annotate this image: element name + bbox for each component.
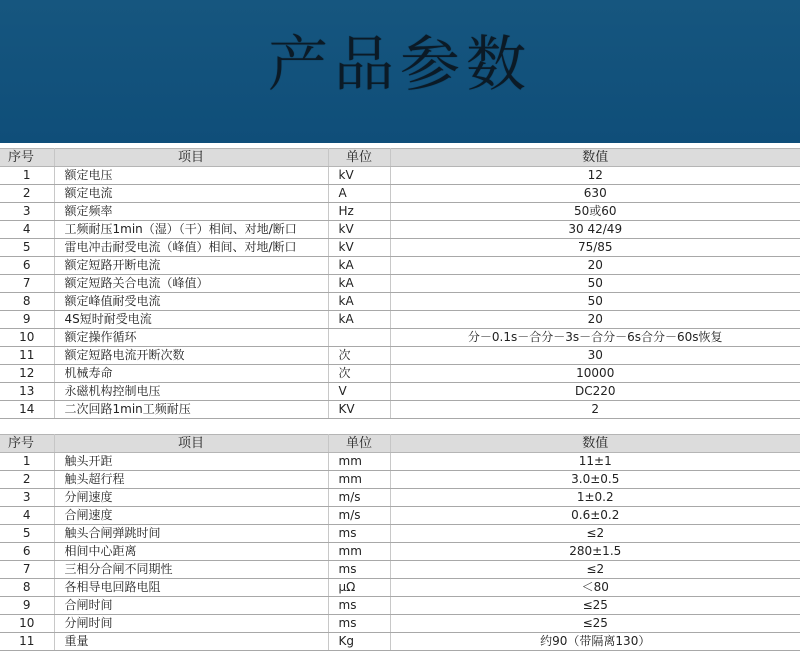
row-value: 11±1 xyxy=(390,453,800,471)
row-item: 各相导电回路电阻 xyxy=(54,579,328,597)
row-item: 额定短路电流开断次数 xyxy=(54,347,328,365)
row-item: 合闸时间 xyxy=(54,597,328,615)
row-item: 雷电冲击耐受电流（峰值）相间、对地/断口 xyxy=(54,239,328,257)
row-index: 11 xyxy=(0,347,54,365)
row-index: 4 xyxy=(0,221,54,239)
table-row xyxy=(0,543,800,561)
table-row xyxy=(0,633,800,651)
table-row xyxy=(0,507,800,525)
row-item: 分闸时间 xyxy=(54,615,328,633)
row-unit: Hz xyxy=(328,203,390,221)
row-item: 工频耐压1min（湿）（干）相间、对地/断口 xyxy=(54,221,328,239)
row-unit: m/s xyxy=(328,507,390,525)
row-unit: Kg xyxy=(328,633,390,651)
table-row xyxy=(0,239,800,257)
table-row xyxy=(0,221,800,239)
table-row xyxy=(0,293,800,311)
row-value: ≤25 xyxy=(390,615,800,633)
row-item: 额定短路关合电流（峰值） xyxy=(54,275,328,293)
row-index: 1 xyxy=(0,167,54,185)
header-index: 序号 xyxy=(0,435,54,453)
header-item: 项目 xyxy=(54,149,328,167)
table-row xyxy=(0,329,800,347)
row-index: 2 xyxy=(0,471,54,489)
row-value: 0.6±0.2 xyxy=(390,507,800,525)
row-item: 额定电流 xyxy=(54,185,328,203)
row-value: 50 xyxy=(390,275,800,293)
row-unit: kA xyxy=(328,311,390,329)
row-index: 6 xyxy=(0,257,54,275)
header-value: 数值 xyxy=(390,149,800,167)
row-index: 9 xyxy=(0,311,54,329)
row-index: 5 xyxy=(0,239,54,257)
row-item: 机械寿命 xyxy=(54,365,328,383)
row-value: 10000 xyxy=(390,365,800,383)
row-unit xyxy=(328,329,390,347)
row-item: 永磁机构控制电压 xyxy=(54,383,328,401)
row-value: DC220 xyxy=(390,383,800,401)
row-value: 50或60 xyxy=(390,203,800,221)
row-index: 11 xyxy=(0,633,54,651)
row-item: 额定频率 xyxy=(54,203,328,221)
row-unit: kV xyxy=(328,239,390,257)
table-row xyxy=(0,525,800,543)
row-unit: mm xyxy=(328,453,390,471)
row-item: 额定电压 xyxy=(54,167,328,185)
table-row xyxy=(0,471,800,489)
electrical-params-table xyxy=(0,148,800,419)
row-unit: ms xyxy=(328,561,390,579)
row-item: 重量 xyxy=(54,633,328,651)
table-row xyxy=(0,383,800,401)
row-value: 50 xyxy=(390,293,800,311)
row-index: 8 xyxy=(0,293,54,311)
row-unit: 次 xyxy=(328,365,390,383)
row-item: 额定短路开断电流 xyxy=(54,257,328,275)
header-unit: 单位 xyxy=(328,149,390,167)
row-index: 12 xyxy=(0,365,54,383)
table-row xyxy=(0,401,800,419)
row-item: 二次回路1min工频耐压 xyxy=(54,401,328,419)
mechanical-params-table xyxy=(0,434,800,651)
table-row xyxy=(0,257,800,275)
row-value: 280±1.5 xyxy=(390,543,800,561)
row-unit: kA xyxy=(328,257,390,275)
row-value: ≤2 xyxy=(390,525,800,543)
row-value: 30 xyxy=(390,347,800,365)
row-item: 分闸速度 xyxy=(54,489,328,507)
table-row xyxy=(0,311,800,329)
table-row xyxy=(0,489,800,507)
row-value: 约90（带隔离130） xyxy=(390,633,800,651)
row-value: 2 xyxy=(390,401,800,419)
row-unit: mm xyxy=(328,471,390,489)
row-unit: kA xyxy=(328,275,390,293)
row-index: 10 xyxy=(0,329,54,347)
table-row xyxy=(0,453,800,471)
header-item: 项目 xyxy=(54,435,328,453)
row-index: 1 xyxy=(0,453,54,471)
table-row xyxy=(0,203,800,221)
row-unit: mm xyxy=(328,543,390,561)
row-index: 6 xyxy=(0,543,54,561)
row-index: 5 xyxy=(0,525,54,543)
row-unit: 次 xyxy=(328,347,390,365)
row-unit: kV xyxy=(328,167,390,185)
table-row xyxy=(0,275,800,293)
table-row xyxy=(0,365,800,383)
page-title: 产品参数 xyxy=(268,30,532,100)
row-unit: kA xyxy=(328,293,390,311)
row-item: 额定操作循环 xyxy=(54,329,328,347)
table-row xyxy=(0,561,800,579)
row-index: 7 xyxy=(0,275,54,293)
row-index: 2 xyxy=(0,185,54,203)
row-value: 20 xyxy=(390,257,800,275)
row-value: 75/85 xyxy=(390,239,800,257)
row-unit: A xyxy=(328,185,390,203)
row-item: 相间中心距离 xyxy=(54,543,328,561)
header-banner xyxy=(0,0,800,143)
table-row xyxy=(0,579,800,597)
row-value: 20 xyxy=(390,311,800,329)
row-value: ＜80 xyxy=(390,579,800,597)
row-value: ≤2 xyxy=(390,561,800,579)
table-row xyxy=(0,185,800,203)
row-value: 30 42/49 xyxy=(390,221,800,239)
row-index: 9 xyxy=(0,597,54,615)
row-unit: ms xyxy=(328,597,390,615)
header-value: 数值 xyxy=(390,435,800,453)
table-header-row xyxy=(0,435,800,453)
row-index: 8 xyxy=(0,579,54,597)
row-unit: m/s xyxy=(328,489,390,507)
header-unit: 单位 xyxy=(328,435,390,453)
row-index: 14 xyxy=(0,401,54,419)
row-value: 1±0.2 xyxy=(390,489,800,507)
row-item: 合闸速度 xyxy=(54,507,328,525)
row-unit: V xyxy=(328,383,390,401)
row-index: 3 xyxy=(0,203,54,221)
header-index: 序号 xyxy=(0,149,54,167)
row-item: 4S短时耐受电流 xyxy=(54,311,328,329)
table-header-row xyxy=(0,149,800,167)
row-item: 三相分合闸不同期性 xyxy=(54,561,328,579)
row-item: 额定峰值耐受电流 xyxy=(54,293,328,311)
row-unit: KV xyxy=(328,401,390,419)
row-value: 12 xyxy=(390,167,800,185)
row-index: 7 xyxy=(0,561,54,579)
row-index: 10 xyxy=(0,615,54,633)
row-item: 触头开距 xyxy=(54,453,328,471)
row-item: 触头超行程 xyxy=(54,471,328,489)
row-unit: μΩ xyxy=(328,579,390,597)
table-row xyxy=(0,167,800,185)
table-row xyxy=(0,347,800,365)
table-row xyxy=(0,597,800,615)
row-unit: ms xyxy=(328,525,390,543)
table-row xyxy=(0,615,800,633)
row-value: 630 xyxy=(390,185,800,203)
row-value: ≤25 xyxy=(390,597,800,615)
row-index: 4 xyxy=(0,507,54,525)
row-value: 3.0±0.5 xyxy=(390,471,800,489)
row-value: 分－0.1s－合分－3s－合分－6s合分－60s恢复 xyxy=(390,329,800,347)
row-unit: ms xyxy=(328,615,390,633)
row-item: 触头合闸弹跳时间 xyxy=(54,525,328,543)
row-unit: kV xyxy=(328,221,390,239)
row-index: 3 xyxy=(0,489,54,507)
row-index: 13 xyxy=(0,383,54,401)
